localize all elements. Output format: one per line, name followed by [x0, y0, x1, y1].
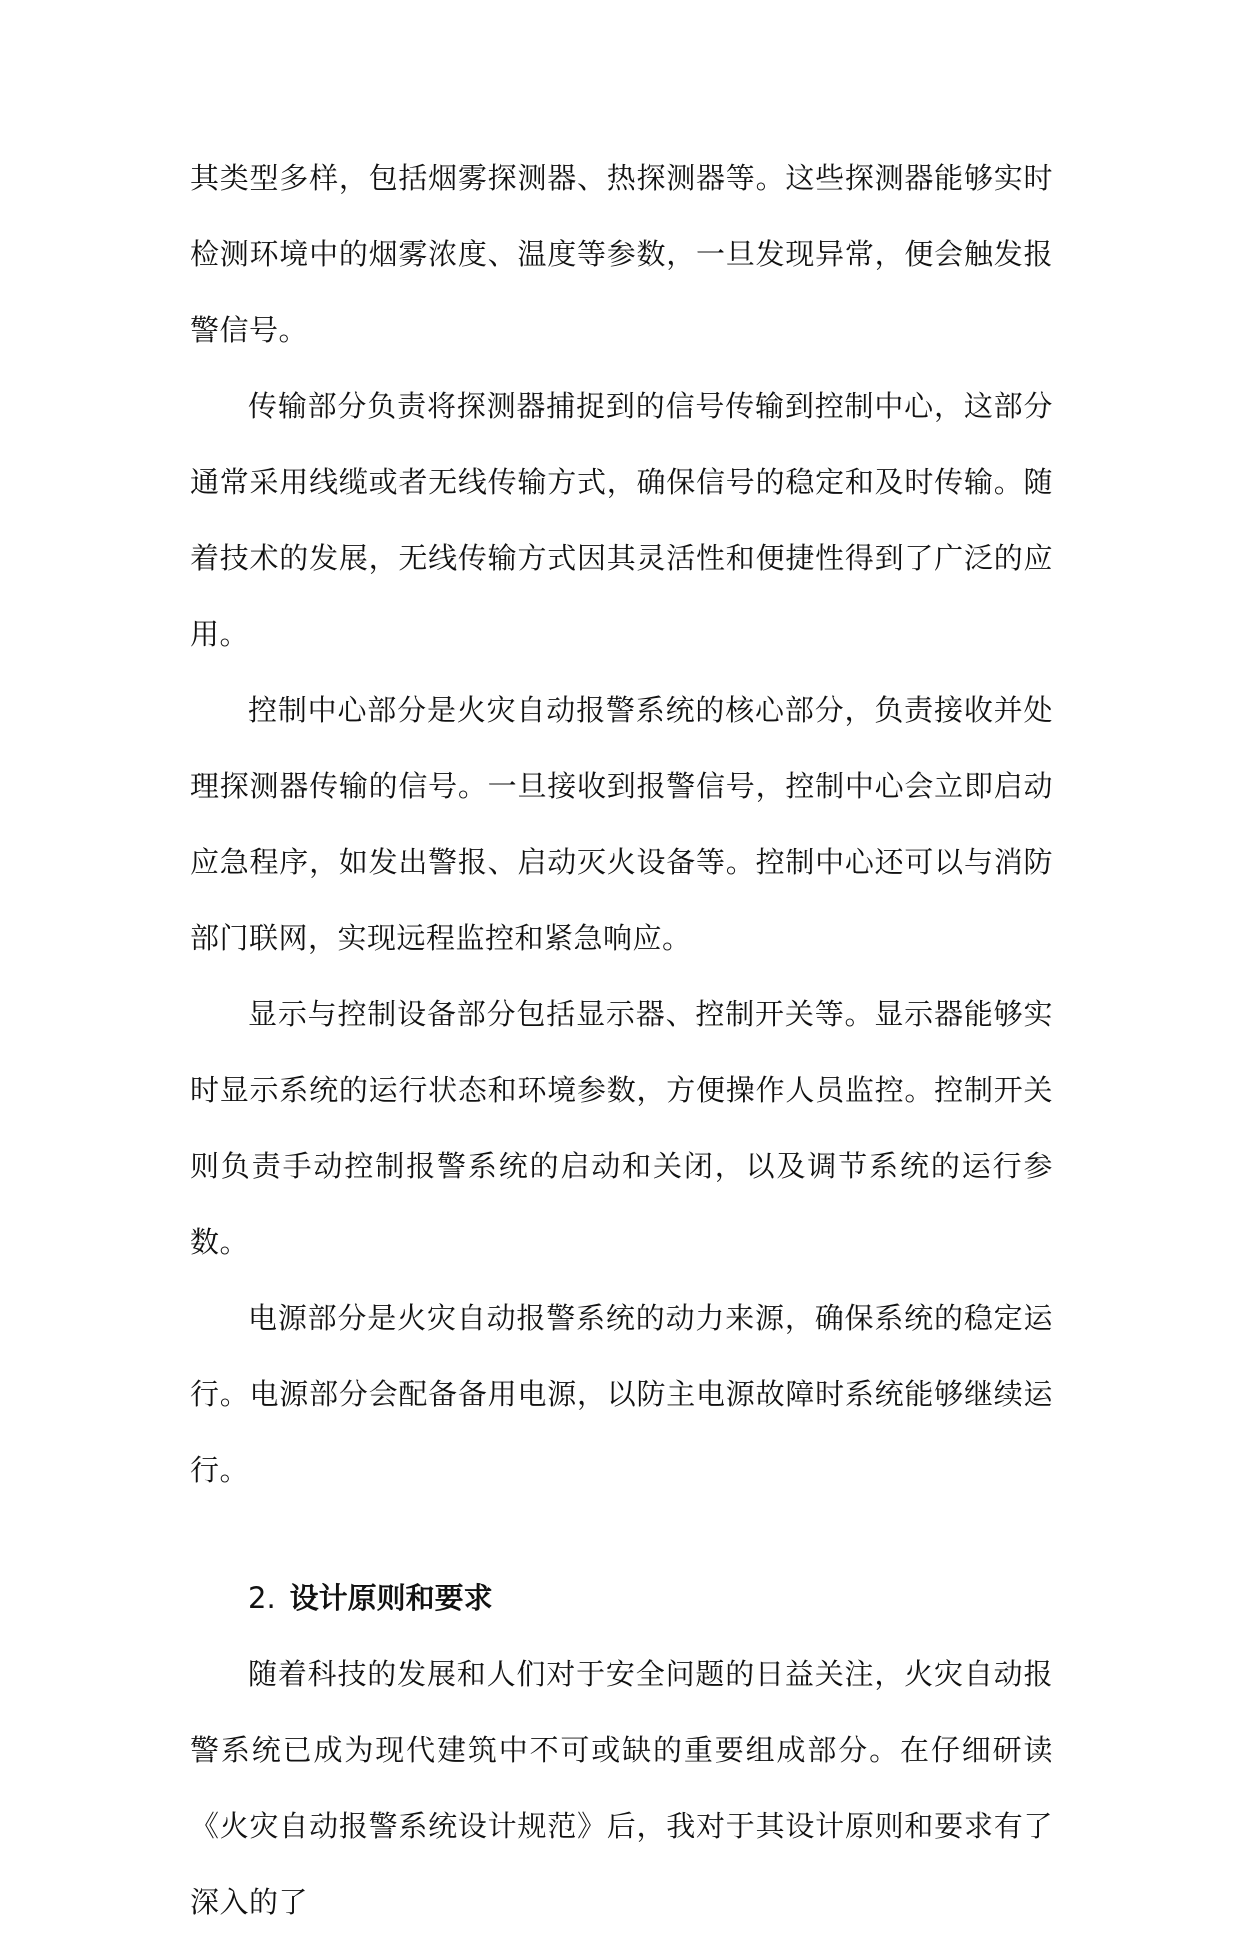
paragraph-control-center: 控制中心部分是火灾自动报警系统的核心部分，负责接收并处理探测器传输的信号。一旦接收到报警信号，控制中心会立即启动应急程序，如发出警报、启动灭火设备等。控制中心还可以与消防部门联网，实现远程监控和紧急响应。	[190, 693, 1053, 955]
section-heading	[190, 1566, 1053, 1630]
document-body	[190, 140, 1053, 1940]
paragraph-display-control: 显示与控制设备部分包括显示器、控制开关等。显示器能够实时显示系统的运行状态和环境参数，方便操作人员监控。控制开关则负责手动控制报警系统的启动和关闭，以及调节系统的运行参数。	[190, 997, 1053, 1259]
paragraph-design-principles: 随着科技的发展和人们对于安全问题的日益关注，火灾自动报警系统已成为现代建筑中不可或缺的重要组成部分。在仔细研读《火灾自动报警系统设计规范》后，我对于其设计原则和要求有了深入的了	[190, 1657, 1053, 1919]
paragraph-power-supply: 电源部分是火灾自动报警系统的动力来源，确保系统的稳定运行。电源部分会配备备用电源，以防主电源故障时系统能够继续运行。	[190, 1301, 1053, 1487]
paragraph-detector-types: 其类型多样，包括烟雾探测器、热探测器等。这些探测器能够实时检测环境中的烟雾浓度、温度等参数，一旦发现异常，便会触发报警信号。	[190, 161, 1053, 347]
section-number: 2.	[248, 1581, 276, 1615]
paragraph-transmission: 传输部分负责将探测器捕捉到的信号传输到控制中心，这部分通常采用线缆或者无线传输方式，确保信号的稳定和及时传输。随着技术的发展，无线传输方式因其灵活性和便捷性得到了广泛的应用。	[190, 389, 1053, 651]
section-title: 设计原则和要求	[289, 1581, 493, 1615]
